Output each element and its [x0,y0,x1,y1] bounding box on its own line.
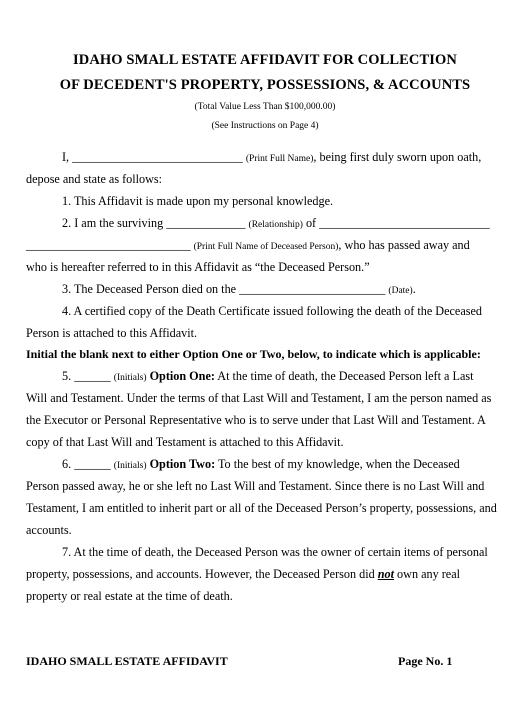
item-6-text-a: 6. ______ [62,457,114,471]
item-5-text-b: At the time of death, the Deceased Person left a Last [214,369,474,383]
item-2-line-3: who is hereafter referred to in this Affidavit as “the Deceased Person.” [26,260,370,274]
item-3-text-b: . [412,282,416,296]
subtitle-total-value: (Total Value Less Than $100,000.00) [194,102,336,112]
item-3-hint-date: (Date) [388,286,413,296]
item-7-line-1: 7. At the time of death, the Deceased Person was the owner of certain items of personal [62,545,488,559]
item-2-line-1 [62,216,490,231]
item-6-hint-initials: (Initials) [113,461,147,471]
item-7-text-a: property, possessions, and accounts. However, the Deceased Person did [26,567,378,581]
item-3 [62,282,416,297]
item-5-line-4: copy of that Last Will and Testament is attached to this Affidavit. [26,435,344,449]
title-line-1: IDAHO SMALL ESTATE AFFIDAVIT FOR COLLECTION [73,52,457,68]
item-6-line-2: Person passed away, he or she left no Last Will and Testament. Since there is no Last Will and [26,479,485,493]
footer-title: IDAHO SMALL ESTATE AFFIDAVIT [26,654,228,668]
intro-line-2: depose and state as follows: [26,172,163,186]
item-2-text-b: of ____________________________ [302,216,490,230]
item-7-line-3: property or real estate at the time of death. [26,589,233,603]
item-4-line-1: 4. A certified copy of the Death Certificate issued following the death of the Deceased [62,304,482,318]
title-line-2: OF DECEDENT'S PROPERTY, POSSESSIONS, & ACCOUNTS [59,77,471,93]
option-instruction: Initial the blank next to either Option One or Two, below, to indicate which is applicable: [26,347,481,361]
item-5-hint-initials: (Initials) [113,373,147,383]
item-6-line-3: Testament, I am entitled to inherit part or all of the Deceased Person’s property, possessions, and [26,501,497,515]
item-5-line-1 [62,369,473,384]
footer-page-number: Page No. 1 [398,654,453,668]
item-6-text-b: To the best of my knowledge, when the Deceased [215,457,460,471]
item-7-text-b: own any real [394,567,460,581]
intro-text-a: I, ____________________________ [62,150,246,164]
item-7-line-2 [26,567,460,582]
item-2-blank: ___________________________ [26,238,194,252]
subtitle-instructions: (See Instructions on Page 4) [211,121,319,131]
option-two-label: Option Two: [146,457,216,471]
item-3-text-a: 3. The Deceased Person died on the ________________________ [62,282,389,296]
option-one-label: Option One: [146,369,215,383]
item-1: 1. This Affidavit is made upon my personal knowledge. [62,194,334,208]
item-6-line-4: accounts. [26,523,72,537]
item-2-hint-deceased: (Print Full Name of Deceased Person) [193,242,339,252]
item-5-line-2: Will and Testament. Under the terms of that Last Will and Testament, I am the person named as [26,391,492,405]
item-5-line-3: the Executor or Personal Representative who is to serve under that Last Will and Testament. A [26,413,486,427]
item-2-line-2 [26,238,470,253]
item-4-line-2: Person is attached to this Affidavit. [26,326,198,340]
item-5-text-a: 5. ______ [62,369,114,383]
intro-text-b: , being first duly sworn upon oath, [313,150,482,164]
item-2-text-a: 2. I am the surviving _____________ [62,216,249,230]
item-2-text-c: , who has passed away and [338,238,470,252]
item-6-line-1 [62,457,460,472]
item-7-emphasis-not: not [377,567,394,581]
intro-line-1 [62,150,481,165]
intro-hint: (Print Full Name) [245,154,314,164]
item-2-hint-relationship: (Relationship) [248,220,303,230]
